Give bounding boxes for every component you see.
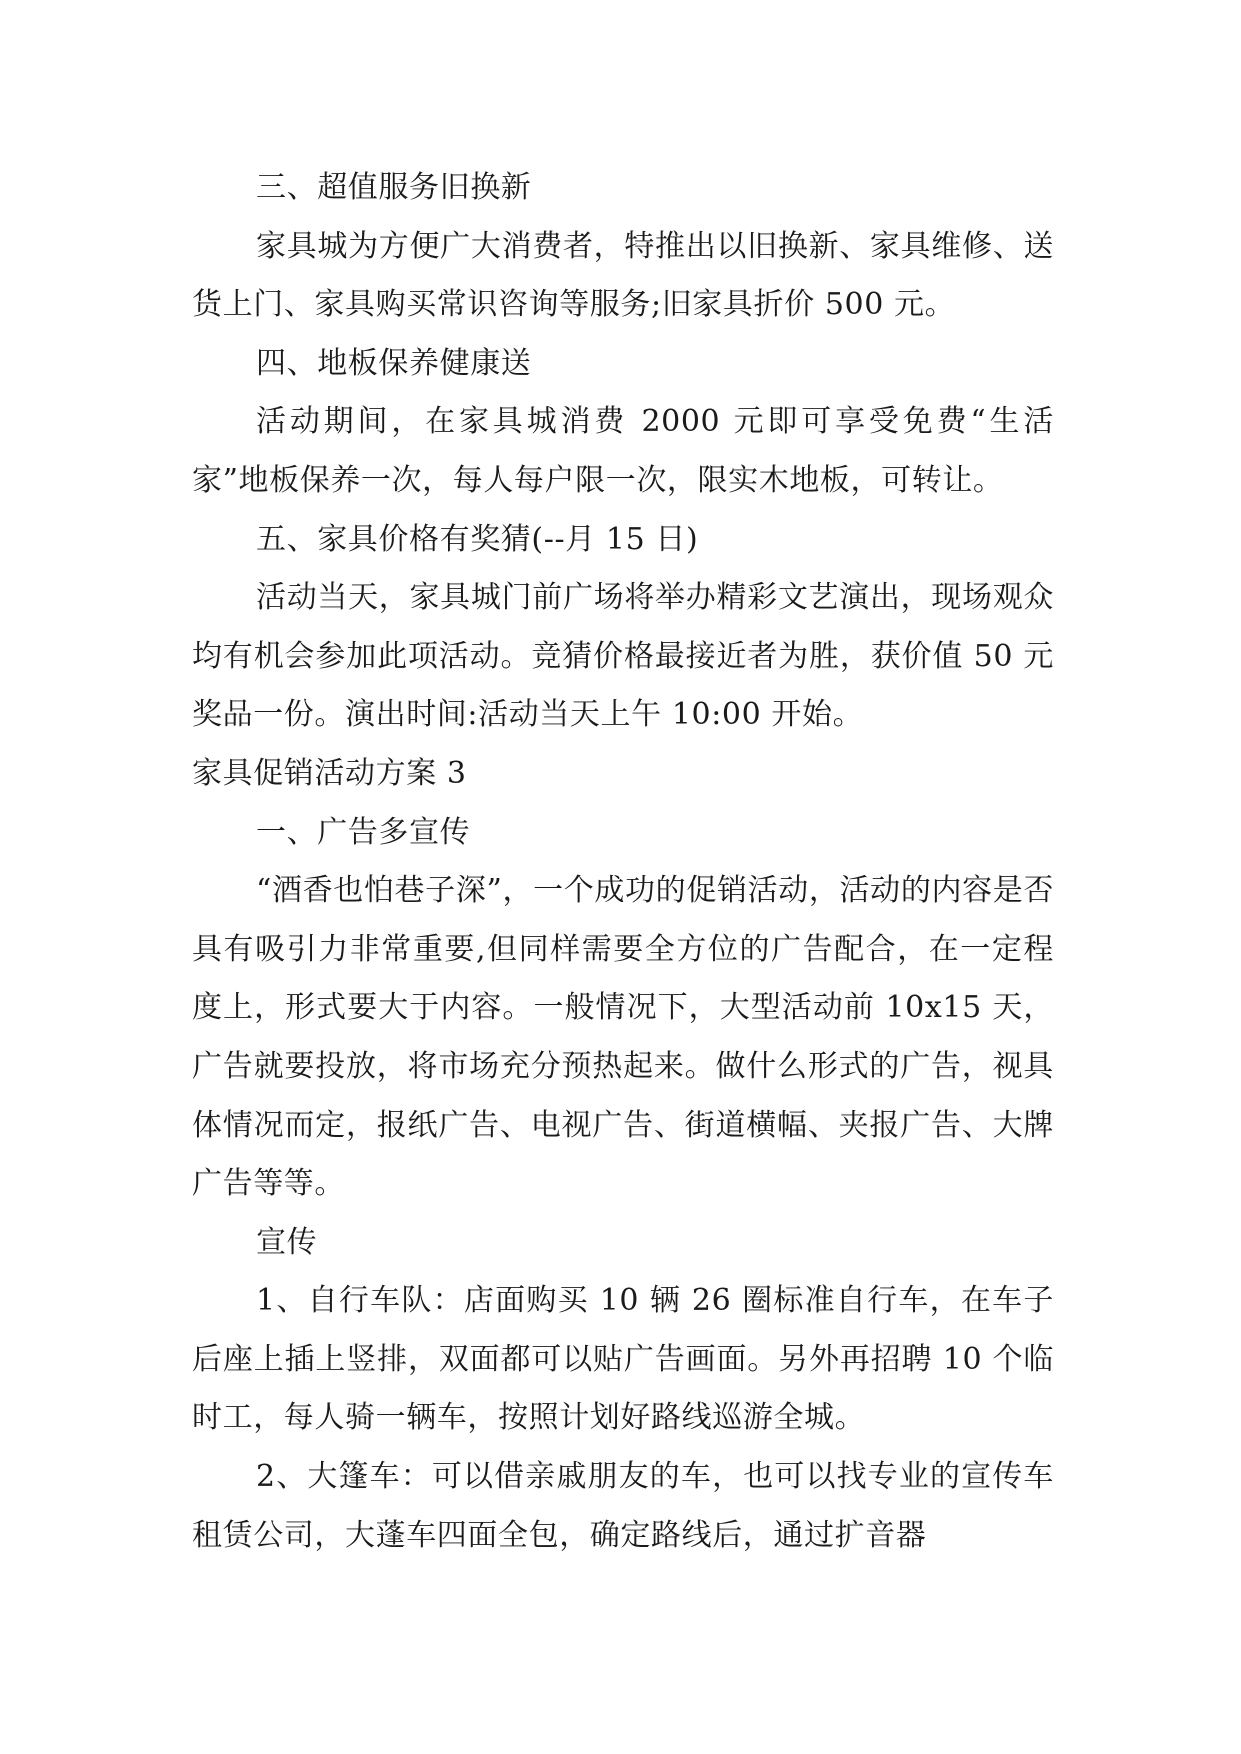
paragraph-bicycle-team: 1、自行车队：店面购买 10 辆 26 圈标准自行车，在车子后座上插上竖排，双面都可以贴广告画面。另外再招聘 10 个临时工，每人骑一辆车，按照计划好路线巡游全城。 <box>192 1283 1054 1436</box>
paragraph-trade-in: 家具城为方便广大消费者，特推出以旧换新、家具维修、送货上门、家具购买常识咨询等服务;旧家具折价 500 元。 <box>192 228 1054 323</box>
section-heading-trade-in: 三、超值服务旧换新 <box>256 170 532 205</box>
section-heading-price-guess: 五、家具价格有奖猜(--月 15 日) <box>256 521 699 557</box>
section-heading-floor-care: 四、地板保养健康送 <box>256 345 532 381</box>
paragraph-floor-care: 活动期间，在家具城消费 2000 元即可享受免费“生活家”地板保养一次，每人每户限一次，限实木地板，可转让。 <box>192 404 1054 498</box>
paragraph-price-guess: 活动当天，家具城门前广场将举办精彩文艺演出，现场观众均有机会参加此项活动。竞猜价格最接近者为胜，获价值 50 元奖品一份。演出时间:活动当天上午 10:00 开始。 <box>192 580 1054 733</box>
subheading-promotion: 宣传 <box>256 1224 318 1260</box>
plan-title: 家具促销活动方案 3 <box>192 755 467 791</box>
paragraph-caravan: 2、大篷车：可以借亲戚朋友的车，也可以找专业的宣传车租赁公司，大蓬车四面全包，确定路线后，通过扩音器 <box>192 1459 1054 1553</box>
paragraph-advertising: “酒香也怕巷子深”，一个成功的促销活动，活动的内容是否具有吸引力非常重要,但同样需要全方位的广告配合，在一定程度上，形式要大于内容。一般情况下，大型活动前 10x15 天，广告就要投放，将市场充分预热起来。做什么形式的广告，视具体情况而定，报纸广告、电视广告、街道横幅、夹报广告、大牌广告等等。 <box>192 873 1054 1202</box>
section-heading-advertising: 一、广告多宣传 <box>256 814 471 850</box>
document-body <box>192 159 1054 1565</box>
